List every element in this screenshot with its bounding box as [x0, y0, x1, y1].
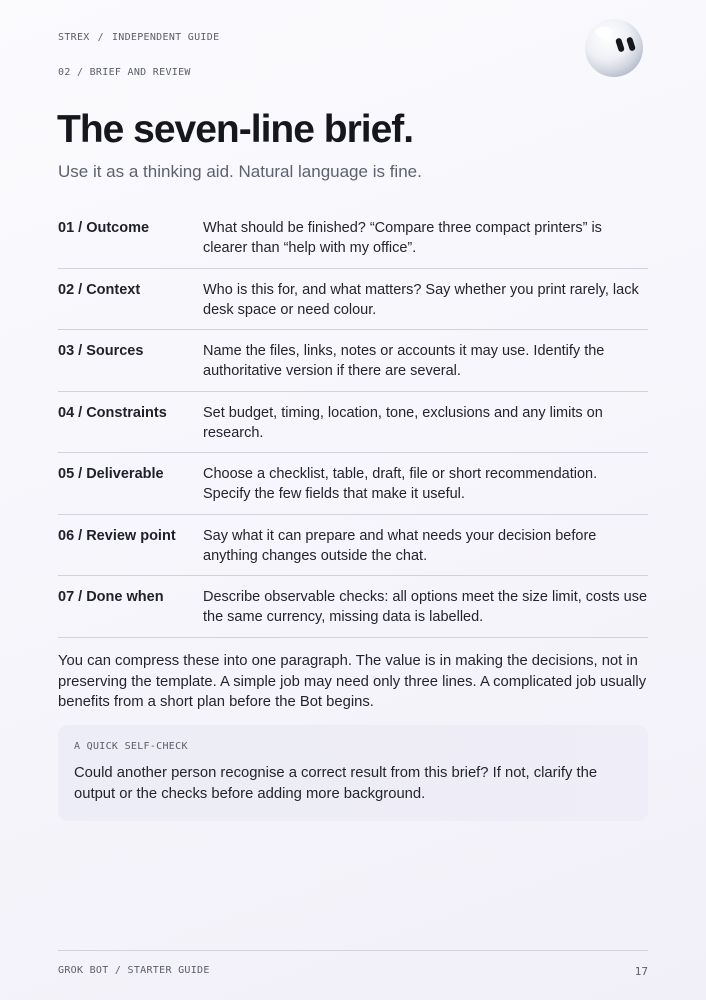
section-label: 02 / BRIEF AND REVIEW [58, 67, 191, 78]
brief-row-label: 06 / Review point [58, 527, 176, 544]
brief-row-text: Choose a checklist, table, draft, file or short recommendation. Specify the few fields that make it useful. [203, 466, 598, 502]
brief-row-text: Describe observable checks: all options meet the size limit, costs use the same currency, missing data is labelled. [203, 589, 648, 625]
callout-kicker: A QUICK SELF-CHECK [74, 741, 188, 752]
footer-label: GROK BOT / STARTER GUIDE [58, 965, 210, 976]
brief-row-text: Say what it can prepare and what needs your decision before anything changes outside the chat. [203, 527, 597, 564]
breadcrumb [58, 32, 219, 43]
brief-row-label: 05 / Deliverable [58, 466, 164, 482]
brief-row-done-when [58, 576, 648, 638]
brief-table [58, 207, 648, 638]
page-number: 17 [634, 965, 648, 978]
robot-face-icon [584, 18, 644, 78]
brief-row-sources [58, 330, 648, 392]
brief-row-label: 07 / Done when [58, 589, 164, 605]
brief-row-label: 01 / Outcome [58, 220, 150, 236]
self-check-callout [58, 725, 648, 821]
brief-row-text: Who is this for, and what matters? Say whether you print rarely, lack desk space or need colour. [203, 281, 639, 318]
page-title: The seven-line brief. [57, 108, 414, 151]
brief-row-label: 02 / Context [58, 281, 141, 298]
brief-row-label: 03 / Sources [58, 343, 144, 359]
brief-row-text: Name the files, links, notes or accounts it may use. Identify the authoritative version if there are several. [203, 343, 605, 379]
breadcrumb-item: INDEPENDENT GUIDE [111, 32, 220, 43]
breadcrumb-separator: / [97, 32, 104, 43]
breadcrumb-item: STREX [58, 32, 90, 43]
brief-row-outcome [58, 207, 648, 269]
page-subtitle: Use it as a thinking aid. Natural language is fine. [58, 162, 422, 181]
brief-row-label: 04 / Constraints [58, 404, 167, 421]
brief-row-text: What should be finished? “Compare three compact printers” is clearer than “help with my office”. [203, 220, 602, 256]
brief-row-deliverable [58, 453, 648, 515]
brief-row-constraints [58, 392, 648, 454]
brief-row-review-point [58, 515, 648, 577]
brief-row-text: Set budget, timing, location, tone, exclusions and any limits on research. [203, 404, 603, 441]
footer-divider [58, 950, 648, 951]
body-paragraph: You can compress these into one paragraph. The value is in making the decisions, not in preserving the template. A simple job may need only three lines. A complicated job usually benefits from a short plan before the Bot begins. [58, 653, 647, 710]
brief-row-context [58, 269, 648, 331]
callout-body: Could another person recognise a correct result from this brief? If not, clarify the output or the checks before adding more background. [74, 765, 598, 802]
